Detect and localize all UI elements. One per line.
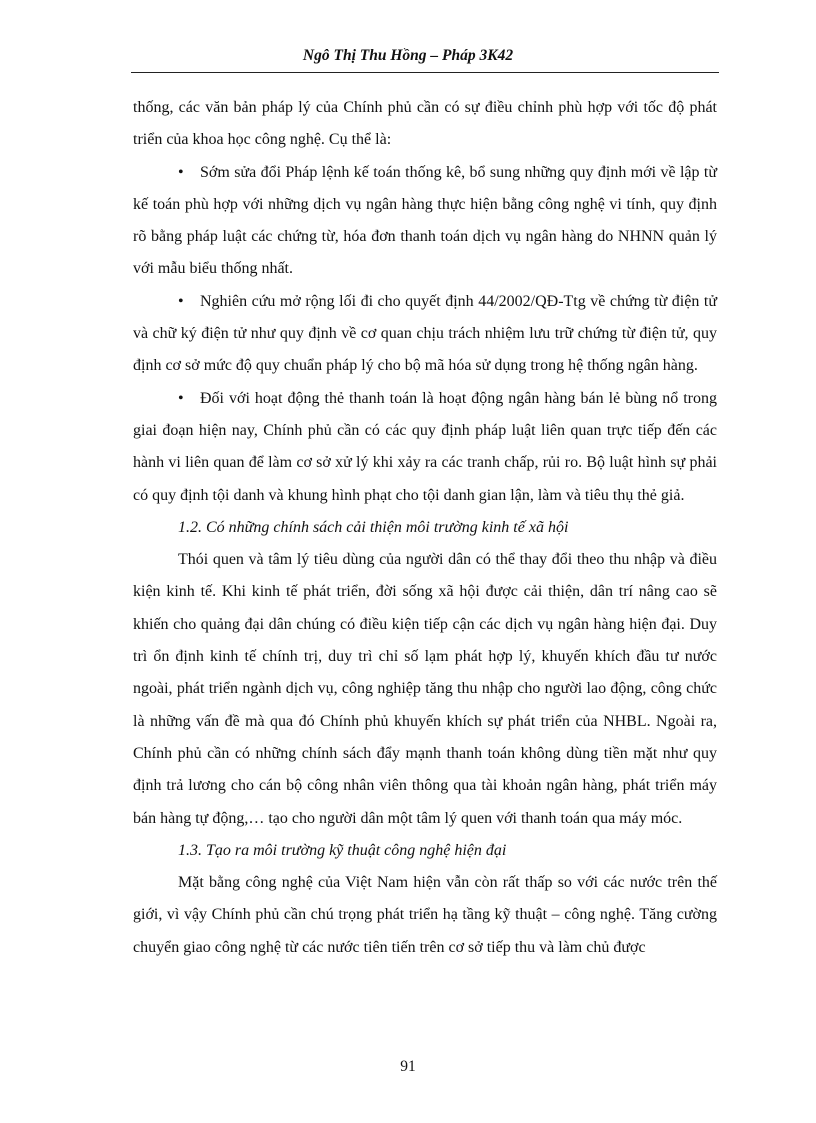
document-body <box>133 92 717 964</box>
paragraph-intro: thống, các văn bản pháp lý của Chính phủ cần có sự điều chỉnh phù hợp với tốc độ phát triển của khoa học công nghệ. Cụ thể là: <box>133 99 717 149</box>
bullet-item-accounting <box>133 157 717 286</box>
bullet-text: Sớm sửa đổi Pháp lệnh kế toán thống kê, bổ sung những quy định mới về lập từ kế toán phù hợp với những dịch vụ ngân hàng thực hiện bằng công nghệ vi tính, quy định rõ bằng pháp luật các chứng từ, hóa đơn thanh toán dịch vụ ngân hàng do NHNN quản lý với mẫu biểu thống nhất. <box>133 163 717 278</box>
bullet-item-e-documents <box>133 286 717 383</box>
header-rule <box>131 72 719 73</box>
section-heading-1-3: 1.3. Tạo ra môi trường kỹ thuật công nghệ hiện đại <box>178 841 507 859</box>
paragraph-technology: Mặt bằng công nghệ của Việt Nam hiện vẫn còn rất thấp so với các nước trên thế giới, vì vậy Chính phủ cần chú trọng phát triển hạ tầng kỹ thuật – công nghệ. Tăng cường chuyển giao công nghệ từ các nước tiên tiến trên cơ sở tiếp thu và làm chủ được <box>133 874 717 956</box>
page-header: Ngô Thị Thu Hồng – Pháp 3K42 <box>302 47 514 64</box>
bullet-icon: • <box>178 389 184 407</box>
section-heading-1-2: 1.2. Có những chính sách cải thiện môi trường kinh tế xã hội <box>178 518 569 536</box>
paragraph-economy: Thói quen và tâm lý tiêu dùng của người dân có thể thay đổi theo thu nhập và điều kiện kinh tế. Khi kinh tế phát triển, đời sống xã hội được cải thiện, dân trí nâng cao sẽ khiến cho quảng đại dân chúng có điều kiện tiếp cận các dịch vụ ngân hàng hiện đại. Duy trì ổn định kinh tế chính trị, duy trì chỉ số lạm phát hợp lý, khuyến khích đầu tư nước ngoài, phát triển ngành dịch vụ, công nghiệp tăng thu nhập cho người lao động, công chức là những vấn đề mà qua đó Chính phủ khuyến khích sự phát triển của NHBL. Ngoài ra, Chính phủ cần có những chính sách đẩy mạnh thanh toán không dùng tiền mặt như quy định trả lương cho cán bộ công nhân viên thông qua tài khoản ngân hàng, phát triển máy bán hàng tự động,… tạo cho người dân một tâm lý quen với thanh toán qua máy móc. <box>133 551 717 827</box>
bullet-text: Nghiên cứu mở rộng lối đi cho quyết định 44/2002/QĐ-Ttg về chứng từ điện tử và chữ ký điện tử như quy định về cơ quan chịu trách nhiệm lưu trữ chứng từ điện tử, quy định cơ sở mức độ quy chuẩn pháp lý cho bộ mã hóa sử dụng trong hệ thống ngân hàng. <box>133 292 717 375</box>
bullet-icon: • <box>178 163 184 181</box>
bullet-icon: • <box>178 292 184 310</box>
page-number: 91 <box>400 1058 416 1075</box>
bullet-text: Đối với hoạt động thẻ thanh toán là hoạt động ngân hàng bán lẻ bùng nổ trong giai đoạn hiện nay, Chính phủ cần có các quy định pháp luật liên quan trực tiếp đến các hành vi liên quan để làm cơ sở xử lý khi xảy ra các tranh chấp, rủi ro. Bộ luật hình sự phải có quy định tội danh và khung hình phạt cho tội danh gian lận, làm và tiêu thụ thẻ giả. <box>133 389 717 504</box>
bullet-item-payment-cards <box>133 383 717 512</box>
